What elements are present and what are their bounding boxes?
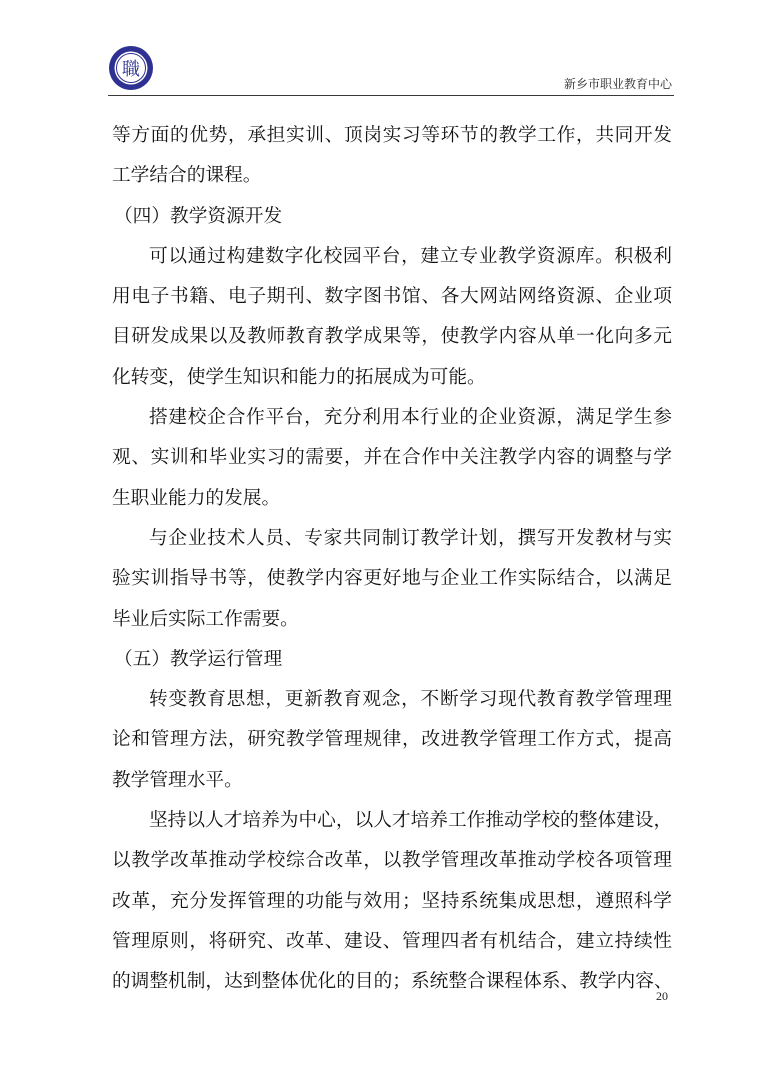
paragraph-first-line: 与企业技术人员、专家共同制订教学计划，撰写开发教材与实 — [149, 527, 672, 549]
body-line: 以教学改革推动学校综合改革，以教学管理改革推动学校各项管理 — [112, 850, 672, 872]
body-line: 工学结合的课程。 — [112, 165, 262, 187]
header-rule — [108, 95, 674, 96]
body-line: 改革，充分发挥管理的功能与效用；坚持系统集成思想，遵照科学 — [112, 890, 672, 912]
body-line: 目研发成果以及教师教育教学成果等，使教学内容从单一化向多元 — [112, 326, 672, 348]
body-line: 观、实训和毕业实习的需要，并在合作中关注教学内容的调整与学 — [112, 447, 672, 469]
body-line: 管理原则，将研究、改革、建设、管理四者有机结合，建立持续性 — [112, 930, 672, 952]
paragraph-first-line: 转变教育思想，更新教育观念，不断学习现代教育教学管理理 — [149, 689, 672, 711]
document-body — [112, 116, 672, 1003]
page-header — [108, 40, 674, 96]
body-line: 毕业后实际工作需要。 — [112, 608, 299, 630]
svg-text:職: 職 — [122, 59, 140, 80]
body-line: 验实训指导书等，使教学内容更好地与企业工作实际结合，以满足 — [112, 568, 672, 590]
body-line: 化转变，使学生知识和能力的拓展成为可能。 — [112, 366, 486, 388]
body-line: 论和管理方法，研究教学管理规律，改进教学管理工作方式，提高 — [112, 729, 672, 751]
body-line: 等方面的优势，承担实训、顶岗实习等环节的教学工作，共同开发 — [112, 125, 672, 146]
body-line: 的调整机制，达到整体优化的目的；系统整合课程体系、教学内容、 — [112, 971, 673, 993]
header-title: 新乡市职业教育中心 — [563, 77, 672, 91]
body-line: 教学管理水平。 — [112, 769, 243, 791]
page-number: 20 — [656, 989, 668, 1003]
body-line: 用电子书籍、电子期刊、数字图书馆、各大网站网络资源、企业项 — [112, 286, 672, 308]
body-line: 生职业能力的发展。 — [112, 487, 281, 509]
section-heading: （四）教学资源开发 — [114, 205, 283, 227]
section-heading: （五）教学运行管理 — [114, 648, 283, 670]
school-logo — [108, 45, 154, 91]
paragraph-first-line: 可以通过构建数字化校园平台，建立专业教学资源库。积极利 — [149, 245, 672, 267]
paragraph-first-line: 搭建校企合作平台，充分利用本行业的企业资源，满足学生参 — [149, 407, 672, 429]
paragraph-first-line: 坚持以人才培养为中心，以人才培养工作推动学校的整体建设， — [149, 810, 673, 832]
